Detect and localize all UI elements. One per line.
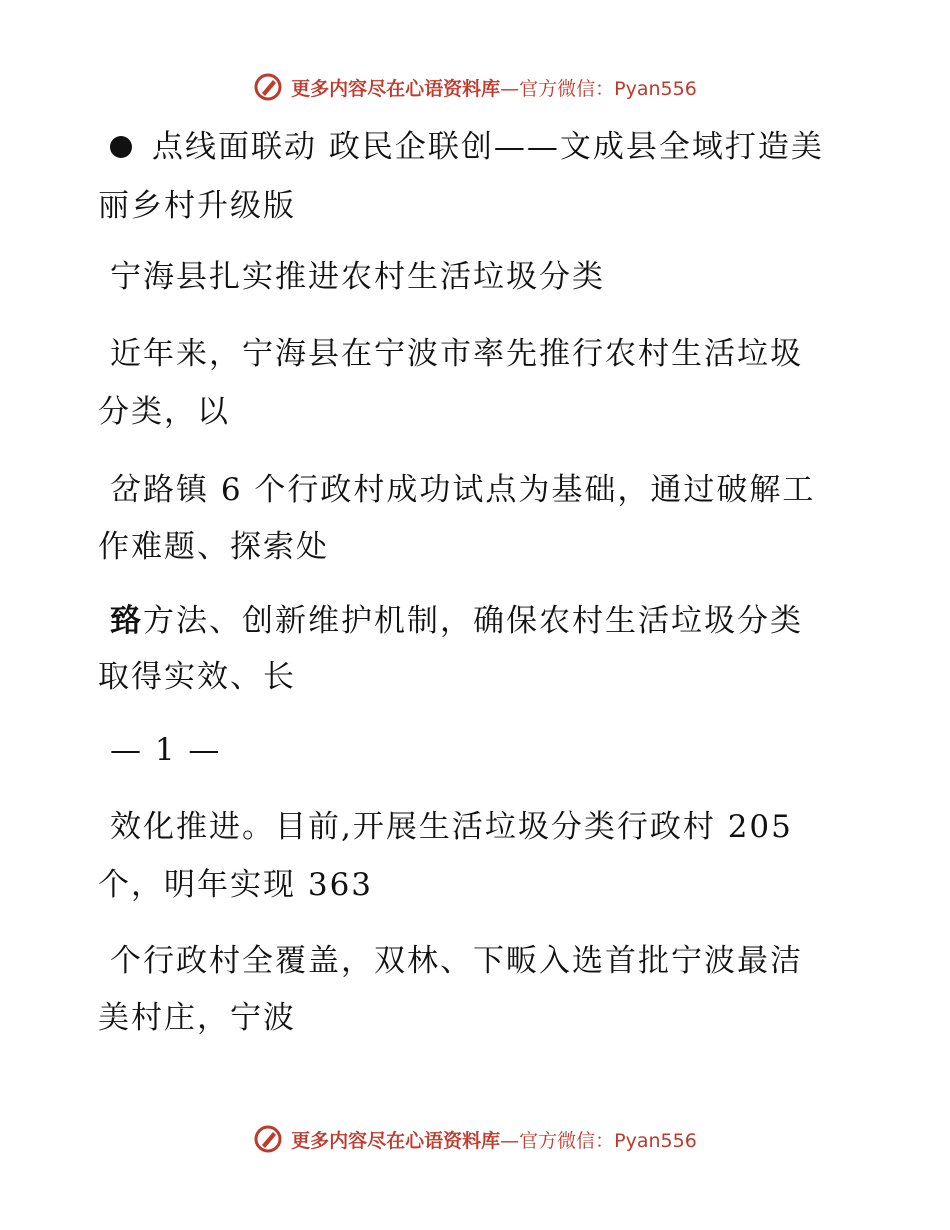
page-number: — 1 — [110, 732, 222, 768]
paragraph-line: 作难题、探索处 [98, 529, 329, 565]
paragraph-line: 效化推进。目前,开展生活垃圾分类行政村 205 [110, 809, 793, 845]
pen-circle-logo-icon [253, 72, 283, 102]
watermark-wechat: —官方微信：Pyan556 [500, 77, 697, 100]
paragraph-line: 个，明年实现 363 [98, 867, 374, 903]
watermark-text: 更多内容尽在心语资料库 [291, 1129, 501, 1152]
watermark-wechat: —官方微信：Pyan556 [500, 1129, 697, 1152]
heading-line-2: 丽乡村升级版 [98, 188, 296, 224]
footer-watermark [0, 1124, 950, 1154]
subheading: 宁海县扎实推进农村生活垃圾分类 [110, 259, 605, 295]
paragraph-line: 分类，以 [98, 394, 230, 430]
header-watermark [0, 72, 950, 102]
bullet-icon [110, 136, 132, 158]
paragraph-line: 近年来，宁海县在宁波市率先推行农村生活垃圾 [110, 336, 803, 372]
heading-line-1: 点线面联动 政民企联创——文成县全域打造美 [98, 119, 878, 175]
paragraph-line: 个行政村全覆盖，双林、下畈入选首批宁波最洁 [110, 943, 803, 979]
pen-circle-logo-icon [253, 1124, 283, 1154]
paragraph-line: 取得实效、长 [98, 659, 296, 695]
watermark-text: 更多内容尽在心语资料库 [291, 77, 501, 100]
paragraph-line: 岔路镇 6 个行政村成功试点为基础，通过破解工 [110, 472, 816, 508]
garbled-char: 臵 [110, 603, 143, 639]
paragraph-line: 臵方法、创新维护机制，确保农村生活垃圾分类 [110, 603, 803, 639]
paragraph-line: 美村庄，宁波 [98, 1000, 296, 1036]
